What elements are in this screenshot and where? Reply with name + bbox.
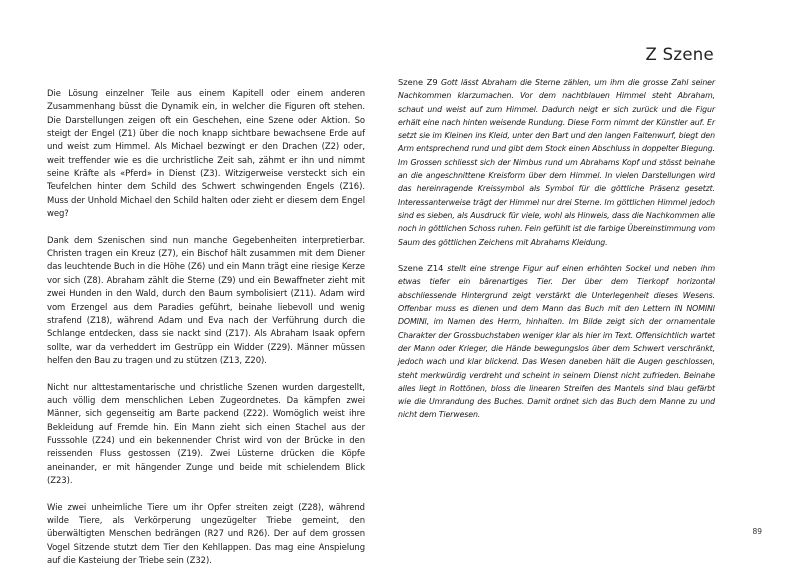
scene-label: Szene Z9 (398, 77, 438, 87)
scene-entry (398, 76, 715, 249)
page-number: 89 (752, 527, 762, 536)
right-column (398, 76, 715, 435)
chapter-title: Z Szene (645, 45, 714, 64)
scene-description: Gott lässt Abraham die Sterne zählen, um ihm die grosse Zahl seiner Nachkommen klarzumachen. Vor dem nachtblauen Himmel steht Abraham, schaut und weist auf zum Himmel. Dadurch neigt er sich zurück und die Figur erhält eine nach hinten weisende Rundung. Diese Form nimmt der Künstler auf. Er setzt sie im Kleinen ins Kleid, unter den Bart und den langen Faltenwurf, biegt den Arm entsprechend rund und gibt dem Stock einen Abschluss in doppelter Biegung. Im Grossen schliesst sich der Nimbus rund um Abrahams Kopf und stösst beinahe an die angeschnittene Kreisform über dem Himmel. In vielen Darstellungen wird das hereinragende Kreissymbol als Symbol für die göttliche Präsenz gesetzt. Interessanterweise trägt der Himmel nur drei Sterne. Im göttlichen Himmel jedoch sind es sieben, als Ausdruck für viele, wohl als Hinweis, dass die Nachkommen alle noch in göttlichen Schoss ruhen. Fein gefühlt ist die farbige Übereinstimmung vom Saum des göttlichen Zeichens mit Abrahams Kleidung. (398, 78, 715, 247)
scene-description: stellt eine strenge Figur auf einen erhöhten Sockel und neben ihm etwas tiefer ein bärenartiges Tier. Der über dem Tierkopf horizontal abschliessende Hintergrund zeigt verstärkt die Unterlegenheit dieses Wesens. Offenbar muss es dienen und dem Mann das Buch mit den Lettern IN NOMINI DOMINI, im Namen des Herrn, hinhalten. Im Bilde zeigt sich der ornamentale Charakter der Grossbuchstaben weniger klar als hier im Text. Offensichtlich wartet der Mann oder Krieger, die Hände bewegungslos über dem Schwert verschränkt, jedoch wach und klar blickend. Das Wesen daneben hält die Augen geschlossen, steht merkwürdig verdreht und scheint in seinem Dienst nicht zufrieden. Beinahe alles liegt in Rottönen, bloss die linearen Streifen des Mantels sind blau gefärbt wie die Umrandung des Buches. Damit ordnet sich das Buch dem Manne zu und nicht dem Tierwesen. (398, 264, 716, 420)
body-paragraph: Nicht nur alttestamentarische und christliche Szenen wurden dargestellt, auch völlig dem menschlichen Leben Zugeordnetes. Da kämpfen zwei Männer, sich gegenseitig am Barte packend (Z22). Womöglich weist ihre Bekleidung auf Fremde hin. Ein Mann zieht sich einen Stachel aus der Fusssohle (Z24) und ein bekennender Christ wird von der Brücke in den reissenden Fluss gestossen (Z19). Zwei Lüsterne drücken die Köpfe aneinander, er mit hängender Zunge und beide mit schielendem Blick (Z23). (47, 381, 365, 485)
body-paragraph: Dank dem Szenischen sind nun manche Gegebenheiten interpretierbar. Christen tragen ein Kreuz (Z7), ein Bischof hält zusammen mit dem Diener das leuchtende Buch in die Höhe (Z6) und ein Mann trägt eine riesige Kerze vor sich (Z8). Abraham zählt die Sterne (Z9) und ein Bewaffneter zieht mit zwei Hunden in den Wald, durch den Baum symbolisiert (Z11). Adam wird vom Erzengel aus dem Paradies geführt, beinahe liebevoll und wenig strafend (Z18), während Adam und Eva nach der Verführung durch die Schlange entdecken, dass sie nackt sind (Z17). Als Abraham Isaak opfern sollte, war da verheddert im Gestrüpp ein Widder (Z29). Männer müssen helfen den Bau zu tragen und zu stützen (Z13, Z20). (47, 234, 365, 365)
body-paragraph: Die Lösung einzelner Teile aus einem Kapitell oder einem anderen Zusammenhang büsst die Dynamik ein, in welcher die Figuren oft stehen. Die Darstellungen zeigen oft ein Geschehen, eine Szene oder Aktion. So steigt der Engel (Z1) über die noch knapp sichtbare bewachsene Erde auf und weist zum Himmel. Als Michael bezwingt er den Drachen (Z2) oder, weit treffender wie es die urchristliche Zeit sah, zähmt er ihn und nimmt seine Kräfte als «Pferd» in Dienst (Z3). Witzigerweise versteckt sich ein Teufelchen hinter dem Schild des Schwert schwingenden Engels (Z16). Muss der Unhold Michael den Schild halten oder zieht er diesem dem Engel weg? (47, 88, 365, 219)
scene-label: Szene Z14 (398, 263, 444, 274)
body-paragraph: Wie zwei unheimliche Tiere um ihr Opfer streiten zeigt (Z28), während wilde Tiere, als Verkörperung ungezügelter Triebe gemeint, den überwältigten Menschen bedrängen (R27 und R26). Der auf dem grossen Vogel Sitzende stutzt dem Tier den Kehllappen. Das mag eine Anspielung auf die Kasteiung der Triebe sein (Z32). (47, 501, 365, 566)
left-column (47, 87, 365, 581)
scene-entry (398, 262, 715, 422)
